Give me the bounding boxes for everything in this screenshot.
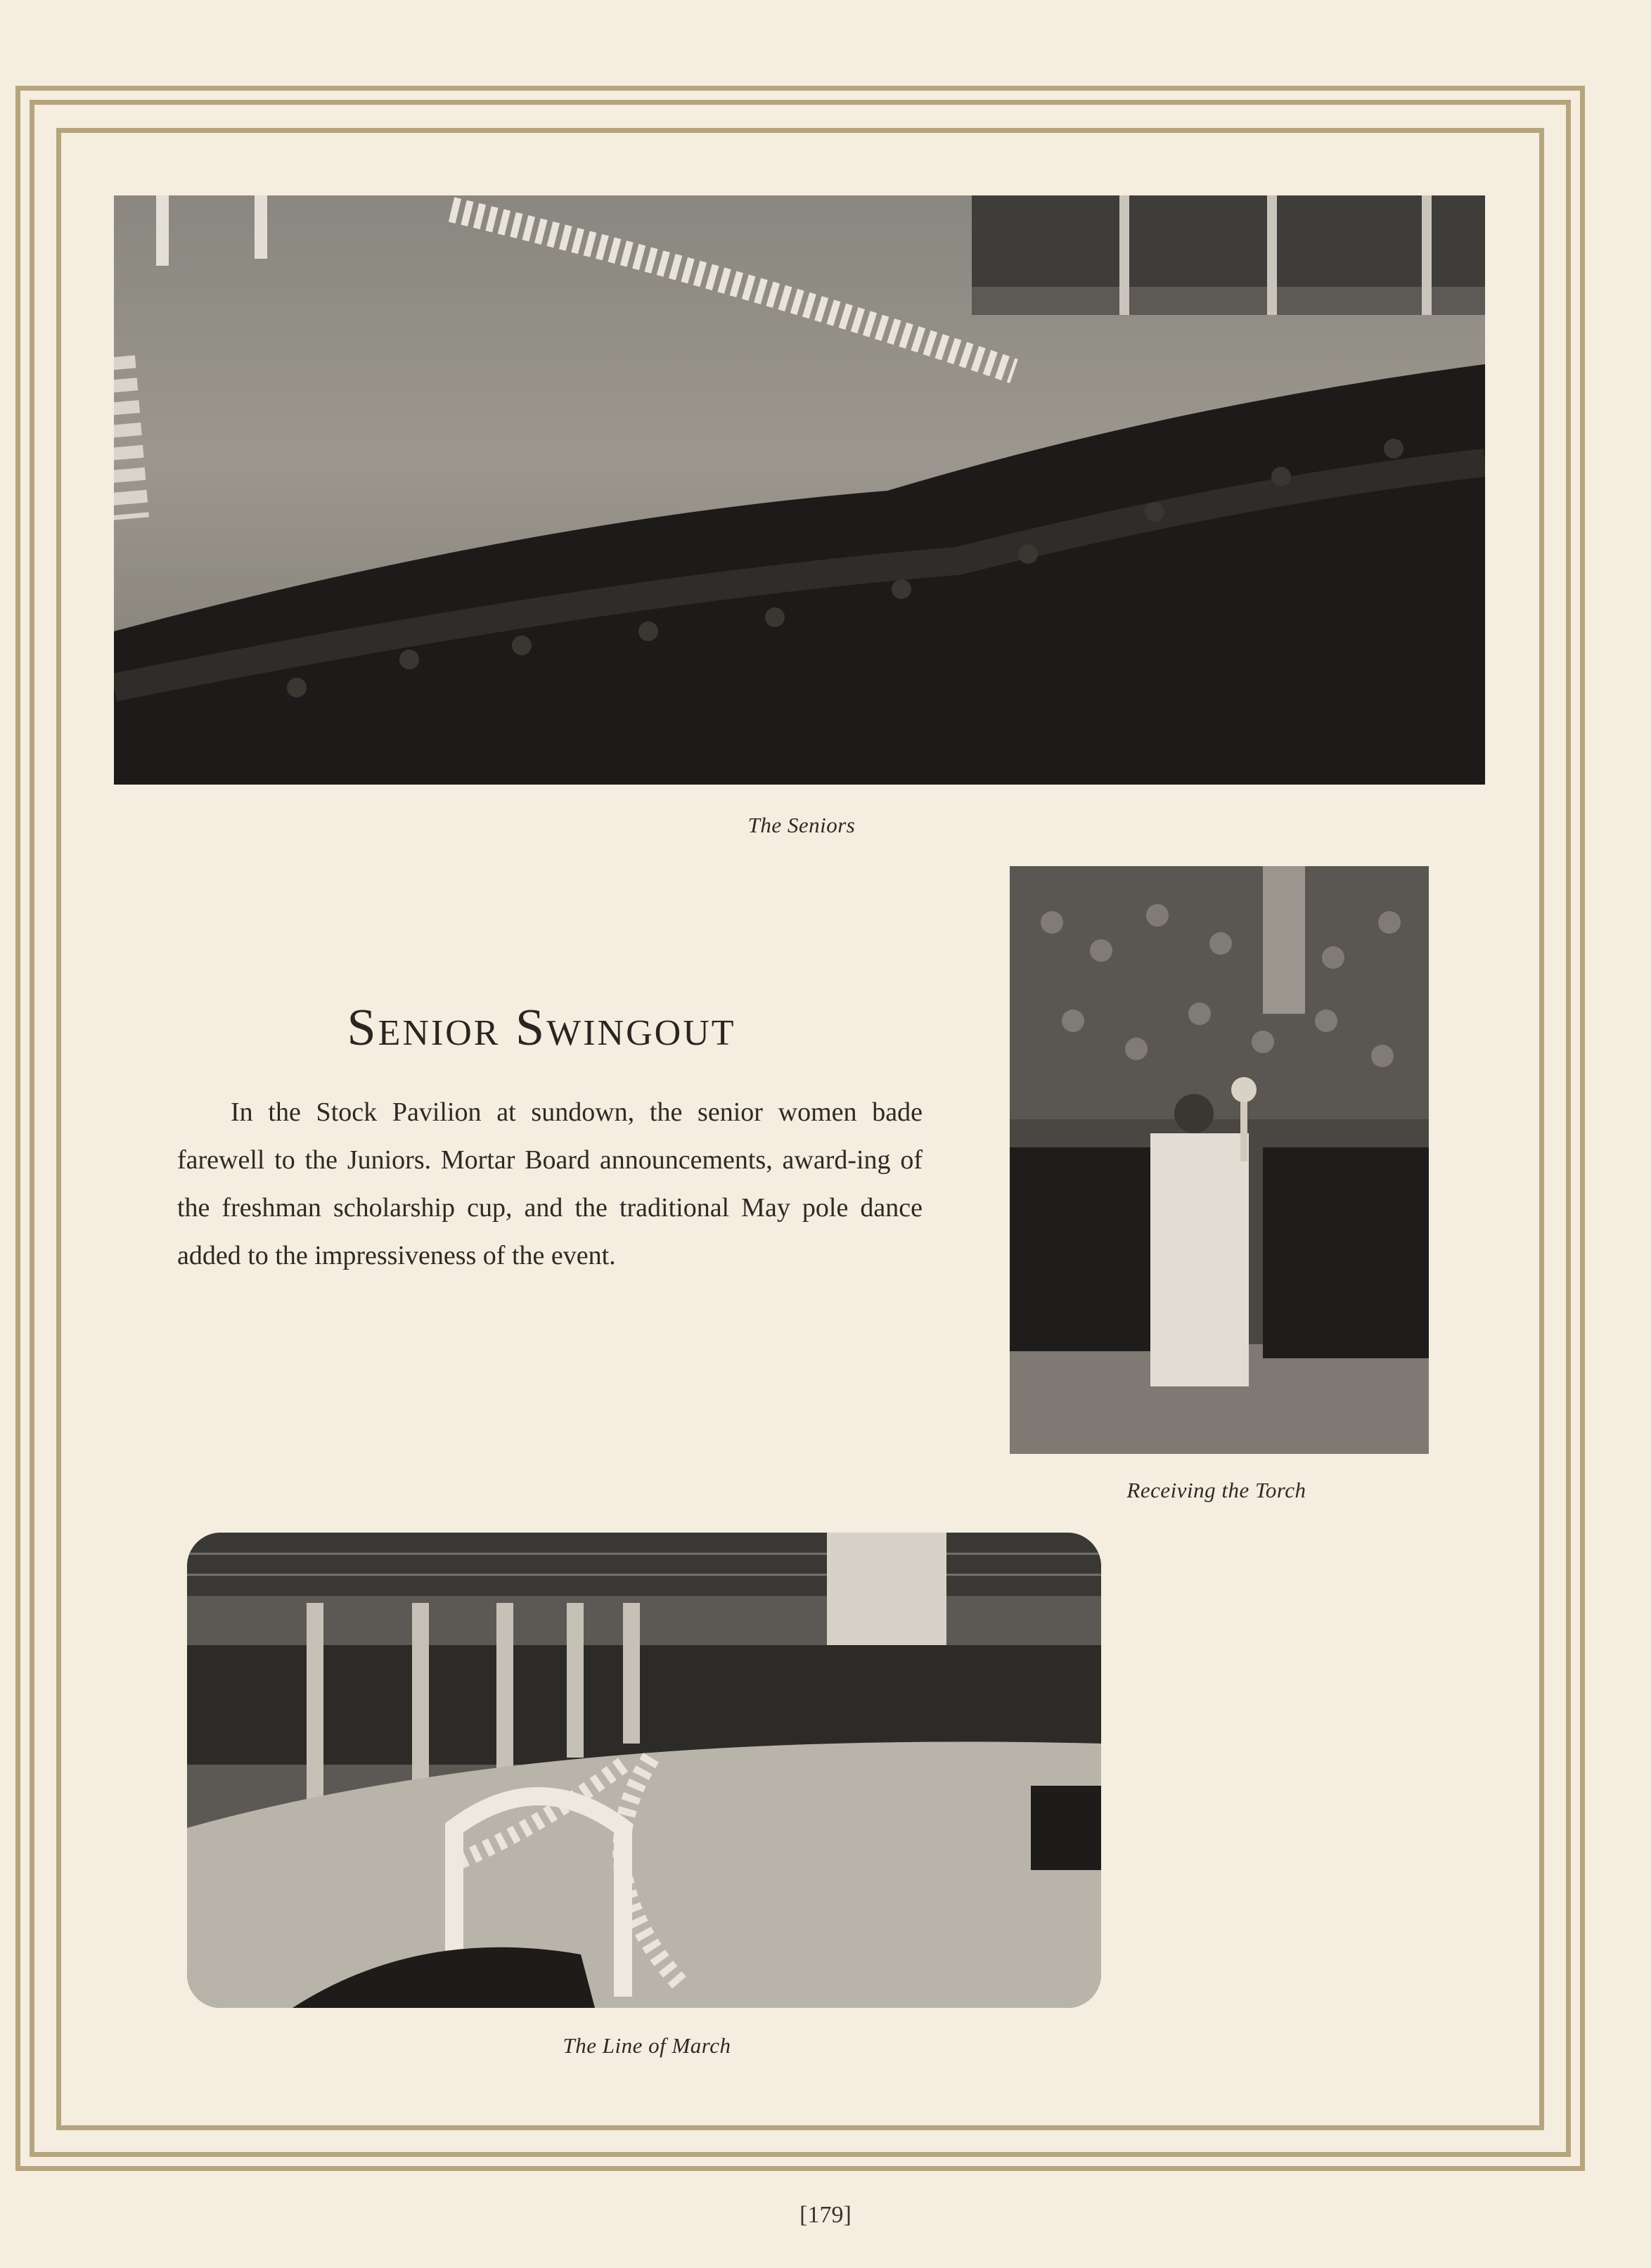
- march-caption: The Line of March: [563, 2033, 731, 2058]
- page-title: Senior Swingout: [347, 999, 736, 1057]
- march-photo: [187, 1533, 1101, 2008]
- article-paragraph: In the Stock Pavilion at sundown, the senior women bade farewell to the Juniors. Mortar Board announcements, award‑ing of the freshman scholarship cup, and the traditional May pole dance added to the impressiveness of the event.: [177, 1097, 923, 1270]
- torch-photo: [1010, 866, 1429, 1454]
- torch-caption: Receiving the Torch: [1126, 1478, 1306, 1502]
- article-body: [177, 1088, 923, 1280]
- seniors-caption: The Seniors: [747, 813, 856, 837]
- seniors-photo: [114, 195, 1485, 785]
- page-number: [179]: [799, 2202, 852, 2228]
